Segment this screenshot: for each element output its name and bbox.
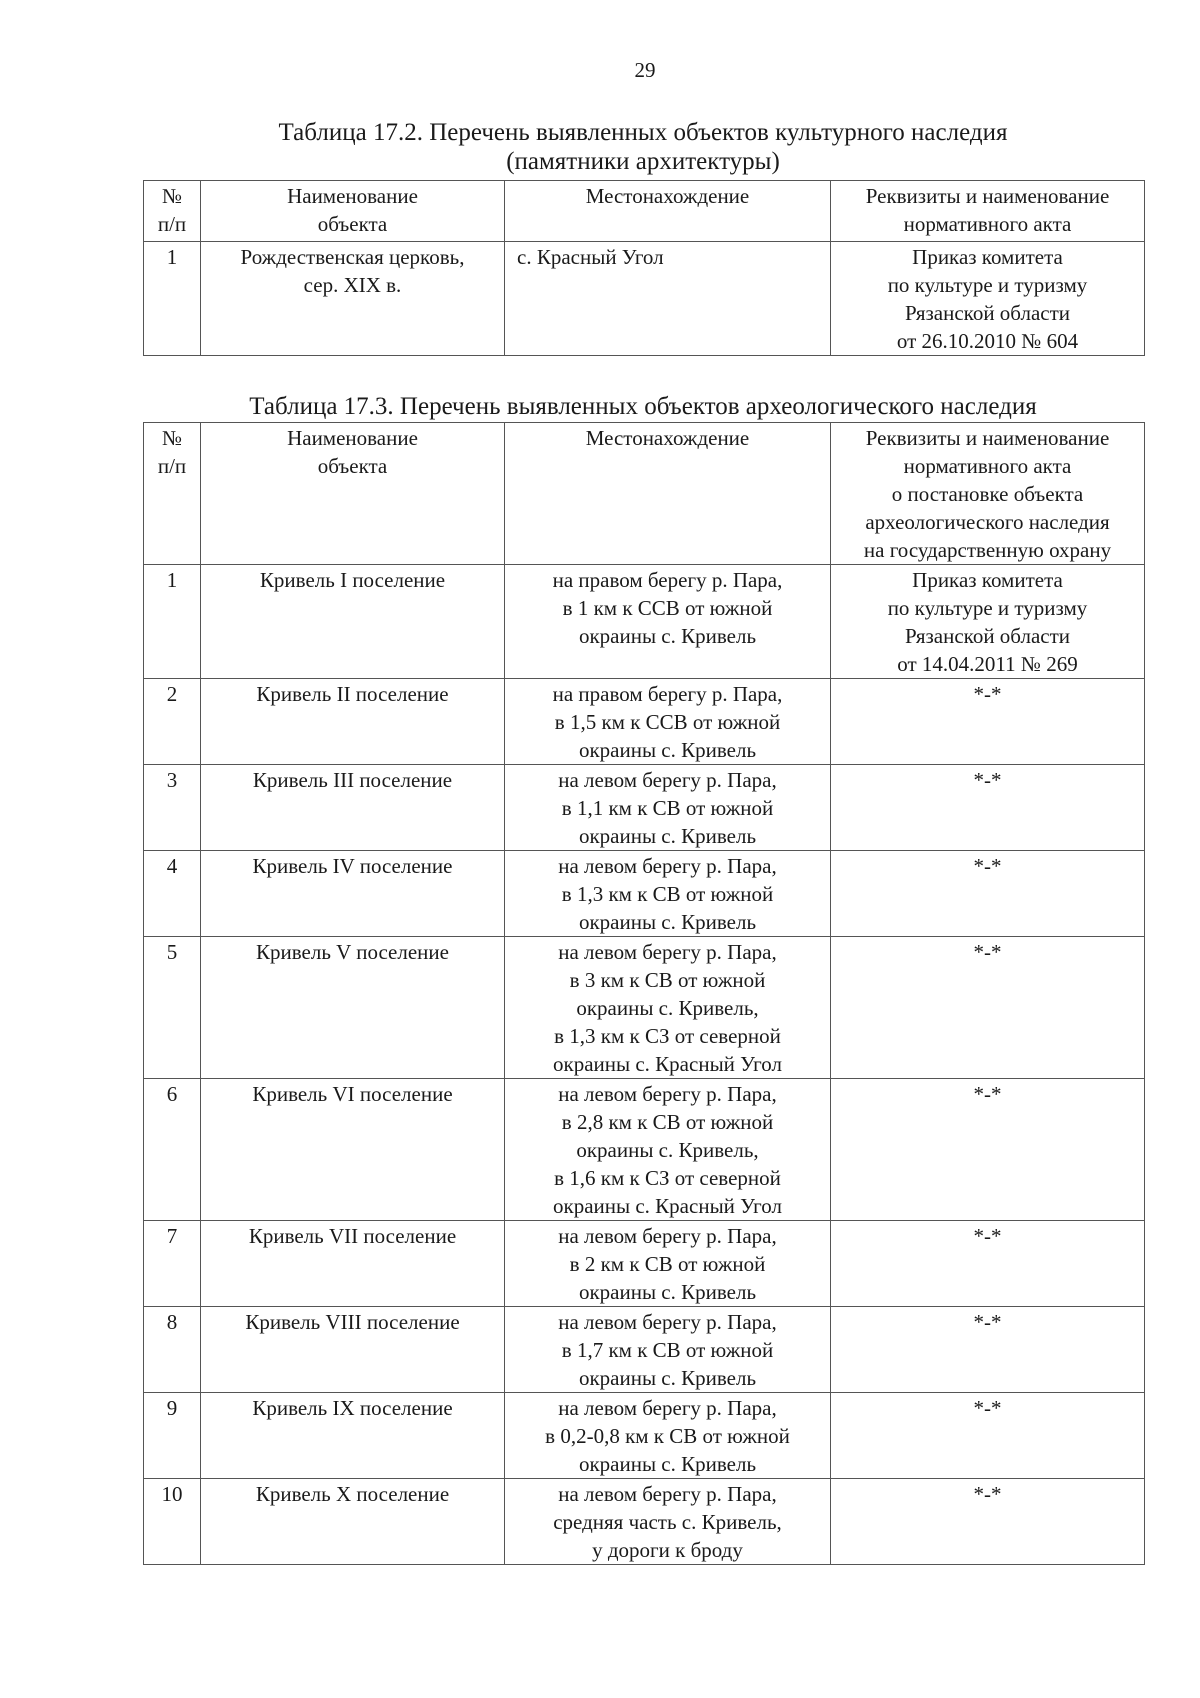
- cell-location: на левом берегу р. Пара, в 1,7 км к СВ от южной окраины с. Кривель: [505, 1307, 831, 1393]
- archaeological-heritage-table: [143, 422, 1145, 1565]
- cell-location: на правом берегу р. Пара, в 1,5 км к ССВ от южной окраины с. Кривель: [505, 679, 831, 765]
- cell-location: с. Красный Угол: [505, 242, 831, 356]
- cell-location: на левом берегу р. Пара, в 2 км к СВ от южной окраины с. Кривель: [505, 1221, 831, 1307]
- cell-location: на левом берегу р. Пара, в 0,2-0,8 км к СВ от южной окраины с. Кривель: [505, 1393, 831, 1479]
- cell-object-name: Кривель III поселение: [201, 765, 505, 851]
- cell-number: 10: [144, 1479, 201, 1565]
- cell-object-name: Кривель II поселение: [201, 679, 505, 765]
- cell-normative-act: Приказ комитета по культуре и туризму Рязанской области от 14.04.2011 № 269: [831, 565, 1145, 679]
- cell-number: 8: [144, 1307, 201, 1393]
- cell-normative-act: *-*: [831, 765, 1145, 851]
- cell-location: на левом берегу р. Пара, в 1,1 км к СВ от южной окраины с. Кривель: [505, 765, 831, 851]
- header-location: Местонахождение: [505, 423, 831, 565]
- table-row: [144, 1307, 1145, 1393]
- cell-object-name: Рождественская церковь, сер. XIX в.: [201, 242, 505, 356]
- table-row: [144, 242, 1145, 356]
- cell-normative-act: *-*: [831, 1079, 1145, 1221]
- architecture-monuments-table: [143, 180, 1145, 356]
- header-normative-act: Реквизиты и наименование нормативного акта о постановке объекта археологического наследия на государственную охрану: [831, 423, 1145, 565]
- table-row: [144, 937, 1145, 1079]
- cell-location: на правом берегу р. Пара, в 1 км к ССВ от южной окраины с. Кривель: [505, 565, 831, 679]
- table-2-caption: [143, 392, 1143, 421]
- cell-normative-act: *-*: [831, 937, 1145, 1079]
- cell-object-name: Кривель V поселение: [201, 937, 505, 1079]
- cell-normative-act: *-*: [831, 1221, 1145, 1307]
- table-header-row: [144, 423, 1145, 565]
- cell-object-name: Кривель VII поселение: [201, 1221, 505, 1307]
- cell-number: 2: [144, 679, 201, 765]
- header-number: № п/п: [144, 181, 201, 242]
- table-row: [144, 851, 1145, 937]
- table-row: [144, 1079, 1145, 1221]
- table-row: [144, 1479, 1145, 1565]
- table-1-caption-text: Таблица 17.2. Перечень выявленных объектов культурного наследия (памятники архитектуры): [278, 119, 1008, 175]
- cell-normative-act: *-*: [831, 1479, 1145, 1565]
- cell-location: на левом берегу р. Пара, средняя часть с. Кривель, у дороги к броду: [505, 1479, 831, 1565]
- cell-number: 6: [144, 1079, 201, 1221]
- cell-number: 4: [144, 851, 201, 937]
- header-number: № п/п: [144, 423, 201, 565]
- page-number: 29: [634, 58, 656, 82]
- cell-location: на левом берегу р. Пара, в 1,3 км к СВ от южной окраины с. Кривель: [505, 851, 831, 937]
- header-location: Местонахождение: [505, 181, 831, 242]
- table-1-caption: [143, 118, 1143, 176]
- cell-object-name: Кривель VIII поселение: [201, 1307, 505, 1393]
- cell-number: 1: [144, 565, 201, 679]
- cell-normative-act: *-*: [831, 1307, 1145, 1393]
- cell-normative-act: *-*: [831, 679, 1145, 765]
- cell-normative-act: Приказ комитета по культуре и туризму Рязанской области от 26.10.2010 № 604: [831, 242, 1145, 356]
- cell-number: 5: [144, 937, 201, 1079]
- cell-location: на левом берегу р. Пара, в 2,8 км к СВ от южной окраины с. Кривель, в 1,6 км к СЗ от северной окраины с. Красный Угол: [505, 1079, 831, 1221]
- cell-object-name: Кривель IV поселение: [201, 851, 505, 937]
- header-object-name: Наименование объекта: [201, 181, 505, 242]
- cell-normative-act: *-*: [831, 851, 1145, 937]
- cell-object-name: Кривель I поселение: [201, 565, 505, 679]
- table-row: [144, 1221, 1145, 1307]
- cell-location: на левом берегу р. Пара, в 3 км к СВ от южной окраины с. Кривель, в 1,3 км к СЗ от северной окраины с. Красный Угол: [505, 937, 831, 1079]
- cell-object-name: Кривель IX поселение: [201, 1393, 505, 1479]
- table-row: [144, 1393, 1145, 1479]
- table-row: [144, 565, 1145, 679]
- cell-number: 7: [144, 1221, 201, 1307]
- cell-number: 1: [144, 242, 201, 356]
- cell-number: 3: [144, 765, 201, 851]
- cell-normative-act: *-*: [831, 1393, 1145, 1479]
- cell-object-name: Кривель VI поселение: [201, 1079, 505, 1221]
- table-header-row: [144, 181, 1145, 242]
- table-2-caption-text: Таблица 17.3. Перечень выявленных объектов археологического наследия: [249, 393, 1037, 420]
- header-object-name: Наименование объекта: [201, 423, 505, 565]
- header-normative-act: Реквизиты и наименование нормативного акта: [831, 181, 1145, 242]
- cell-number: 9: [144, 1393, 201, 1479]
- table-row: [144, 765, 1145, 851]
- table-row: [144, 679, 1145, 765]
- cell-object-name: Кривель X поселение: [201, 1479, 505, 1565]
